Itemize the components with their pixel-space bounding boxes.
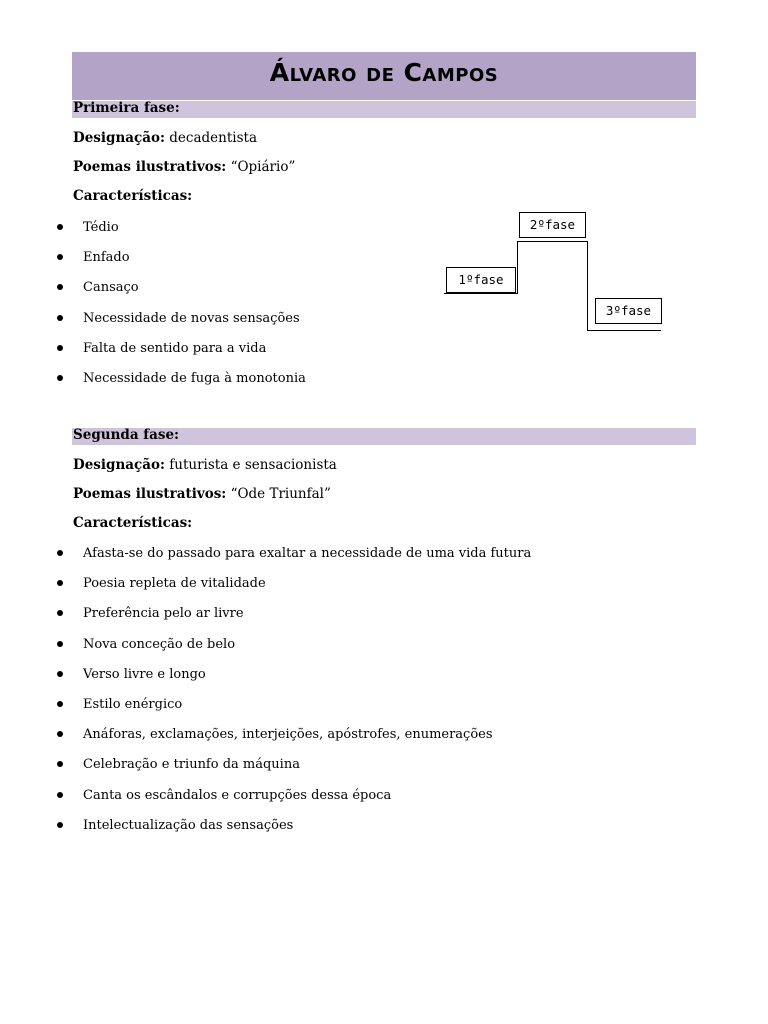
diagram-line-base-3 [587,330,661,331]
diagram-box-fase2 [519,212,586,238]
list-item-text: Enfado [83,250,130,266]
bullet-icon [57,284,63,290]
bullet-icon [57,315,63,321]
fase1-caracteristicas-label: Características: [73,188,193,204]
fase1-poemas-value: “Opiário” [226,159,296,175]
fase2-caracteristicas [73,515,192,531]
bullet-icon [57,701,63,707]
list-item-text: Intelectualização das sensações [83,817,294,833]
bullet-icon [57,254,63,260]
list-item-text: Preferência pelo ar livre [83,606,244,622]
list-item-text: Tédio [83,220,119,235]
fase1-poemas [73,159,295,175]
diagram-label-fase2: 2ºfase [529,217,576,232]
diagram-box-fase3 [595,298,662,324]
fase1-designacao [73,130,257,146]
bullet-icon [57,224,63,230]
diagram-label-fase1: 1ºfase [458,272,504,287]
page-title: Álvaro de Campos [269,58,499,87]
bullet-icon [57,550,63,556]
fase2-designacao-value: futurista e sensacionista [164,457,337,473]
fase2-poemas-label: Poemas ilustrativos: [73,486,227,502]
bullet-icon [57,792,63,798]
list-item-text: Anáforas, exclamações, interjeições, apóstrofes, enumerações [83,727,493,743]
fase2-designacao [73,457,337,473]
fase2-poemas-value: “Ode Triunfal” [226,486,331,502]
list-item-text: Estilo enérgico [83,696,183,712]
bullet-icon [57,580,63,586]
fase2-poemas [73,486,331,502]
list-item-text: Nova conceção de belo [83,636,236,652]
list-item-text: Falta de sentido para a vida [83,340,267,356]
fase1-designacao-value: decadentista [164,130,257,146]
page-title-bar [72,52,696,100]
bullet-icon [57,761,63,767]
diagram-box-fase1 [446,267,516,293]
fase1-poemas-label: Poemas ilustrativos: [73,159,227,175]
diagram-label-fase3: 3ºfase [605,303,652,318]
list-item-text: Celebração e triunfo da máquina [83,757,300,773]
section-heading-fase1 [72,101,696,118]
list-item-text: Necessidade de novas sensações [83,310,300,326]
list-item-text: Verso livre e longo [83,666,206,682]
diagram-line-up [517,241,518,294]
phase-diagram [440,205,670,335]
section-heading-fase2 [72,428,696,445]
fase1-caracteristicas [73,188,192,204]
bullet-icon [57,731,63,737]
list-item-text: Necessidade de fuga à monotonia [83,370,306,386]
diagram-line-top [517,241,588,242]
bullet-icon [57,375,63,381]
bullet-icon [57,671,63,677]
diagram-line-base-1 [444,293,517,294]
fase2-designacao-label: Designação: [73,457,165,473]
list-item-text: Afasta-se do passado para exaltar a necessidade de uma vida futura [83,546,532,561]
bullet-icon [57,641,63,647]
list-item-text: Poesia repleta de vitalidade [83,576,266,592]
fase1-designacao-label: Designação: [73,130,165,146]
bullet-icon [57,610,63,616]
bullet-icon [57,822,63,828]
section-heading-fase1-label: Primeira fase: [73,100,180,116]
bullet-icon [57,345,63,351]
list-item-text: Cansaço [83,280,139,296]
fase2-caracteristicas-label: Características: [73,515,193,531]
section-heading-fase2-label: Segunda fase: [73,427,180,443]
list-item-text: Canta os escândalos e corrupções dessa época [83,787,392,803]
diagram-line-down [587,241,588,331]
